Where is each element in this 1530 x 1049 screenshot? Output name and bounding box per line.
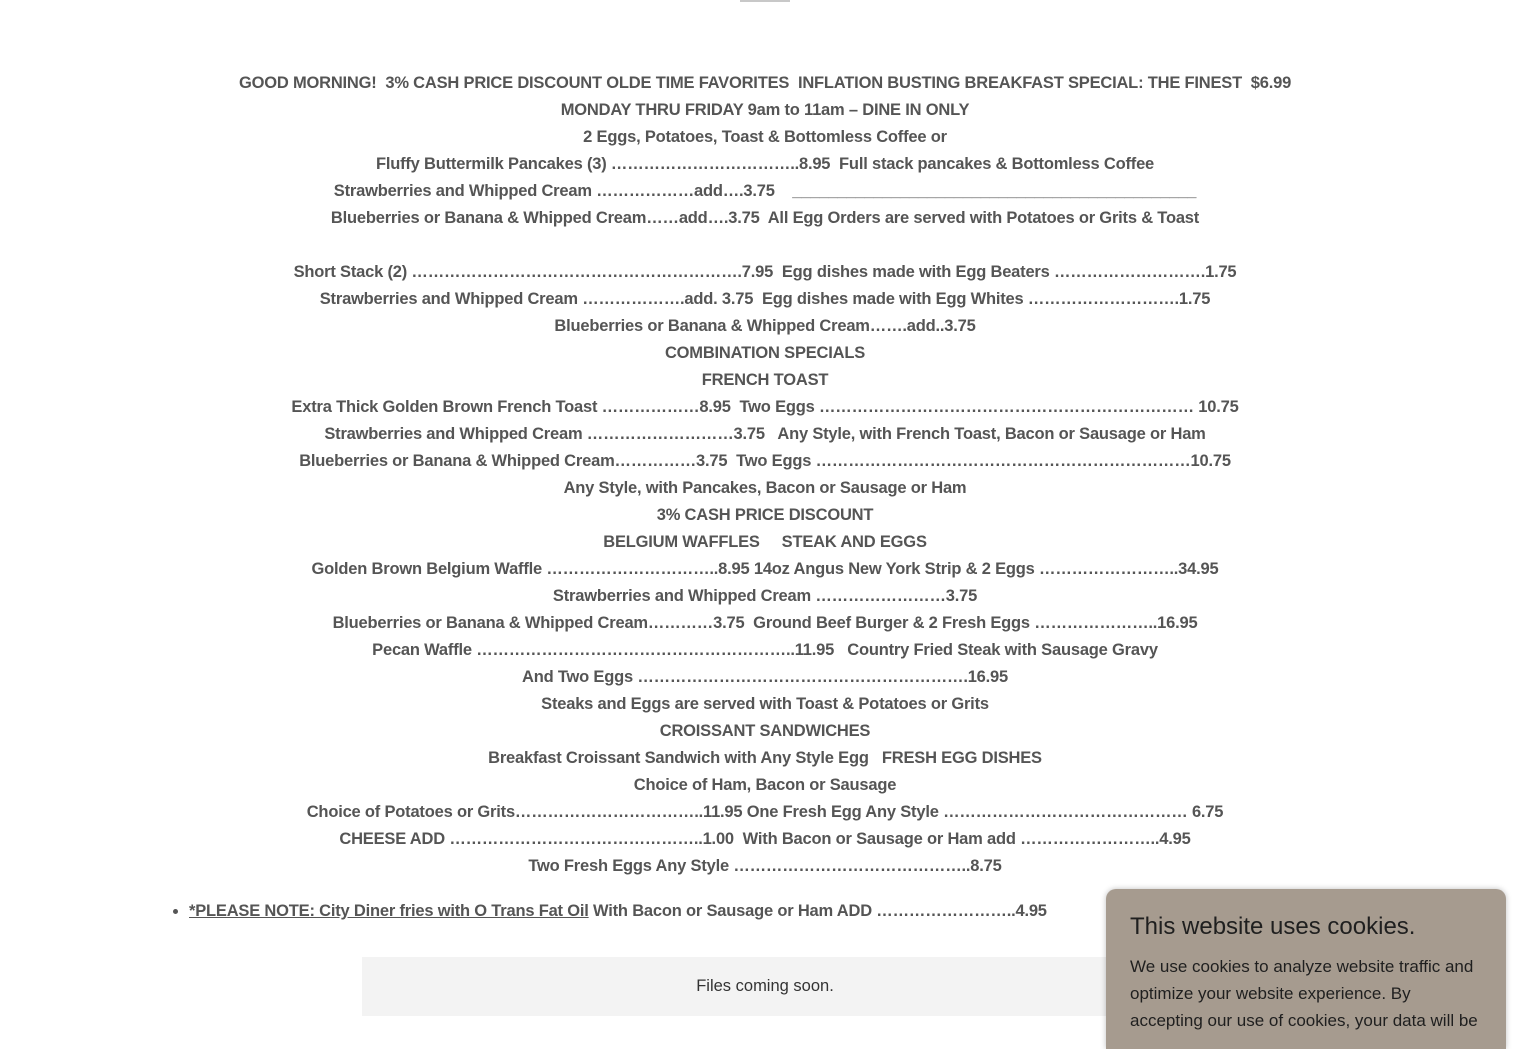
menu-line: Strawberries and Whipped Cream ………………………3.75 Any Style, with French Toast, Bacon or Sausage or Ham: [324, 425, 1206, 443]
section-heading-french-toast: FRENCH TOAST: [701, 371, 829, 389]
menu-line: Pecan Waffle …………………………………………………..11.95 Country Fried Steak with Sausage Gravy: [372, 641, 1158, 659]
menu-line: And Two Eggs …………………………………………………….16.95: [521, 668, 1008, 686]
menu-line: Strawberries and Whipped Cream ……………….add. 3.75 Egg dishes made with Egg Whites ……………………….1.75: [319, 290, 1211, 308]
cookie-banner: [1106, 889, 1506, 1049]
menu-line: Short Stack (2) …………………………………………………….7.95 Egg dishes made with Egg Beaters ……………………….1.75: [293, 263, 1237, 281]
menu-line: MONDAY THRU FRIDAY 9am to 11am – DINE IN ONLY: [560, 101, 970, 119]
menu-line: Choice of Potatoes or Grits……………………………..11.95 One Fresh Egg Any Style ……………………………………… 6.75: [306, 803, 1224, 821]
trans-fat-note-link[interactable]: *PLEASE NOTE: City Diner fries with O Trans Fat Oil: [189, 902, 589, 920]
menu-line: Blueberries or Banana & Whipped Cream…….add..3.75: [554, 317, 976, 335]
menu-line: Blueberries or Banana & Whipped Cream……add….3.75 All Egg Orders are served with Potatoes or Grits & Toast: [330, 209, 1200, 227]
menu-line: Steaks and Eggs are served with Toast & Potatoes or Grits: [541, 695, 989, 713]
menu-line: Fluffy Buttermilk Pancakes (3) ……………………………..8.95 Full stack pancakes & Bottomless Coffee: [375, 155, 1155, 173]
menu-spacer: [0, 232, 1530, 259]
note-rest-text: With Bacon or Sausage or Ham ADD ……………………..4.95: [588, 902, 1047, 920]
section-heading-croissant: CROISSANT SANDWICHES: [659, 722, 871, 740]
menu-line: Strawberries and Whipped Cream ………………add….3.75 _____________________________________________: [333, 182, 1197, 200]
menu-line: Golden Brown Belgium Waffle …………………………..8.95 14oz Angus New York Strip & 2 Eggs ……………………..34.95: [311, 560, 1219, 578]
menu-line: 3% CASH PRICE DISCOUNT: [656, 506, 874, 524]
menu-line: Strawberries and Whipped Cream ……………………3.75: [552, 587, 978, 605]
files-placeholder: [362, 957, 1168, 1016]
menu-line: Choice of Ham, Bacon or Sausage: [633, 776, 897, 794]
menu-line: Two Fresh Eggs Any Style ……………………………………..8.75: [528, 857, 1002, 875]
note-list-item: [189, 898, 1047, 925]
section-heading-combination: COMBINATION SPECIALS: [664, 344, 866, 362]
breakfast-menu: [0, 70, 1530, 880]
section-heading-waffles-steak: BELGIUM WAFFLES STEAK AND EGGS: [603, 533, 927, 551]
menu-line: Any Style, with Pancakes, Bacon or Sausage or Ham: [563, 479, 967, 497]
files-placeholder-text: Files coming soon.: [696, 977, 834, 995]
menu-line: 2 Eggs, Potatoes, Toast & Bottomless Coffee or: [583, 128, 947, 146]
menu-line: CHEESE ADD ………………………………………..1.00 With Bacon or Sausage or Ham add ……………………..4.95: [339, 830, 1191, 848]
menu-line: Blueberries or Banana & Whipped Cream……………3.75 Two Eggs ……………………………………………………………10.75: [299, 452, 1231, 470]
menu-line: Extra Thick Golden Brown French Toast ………………8.95 Two Eggs …………………………………………………………… 10.75: [291, 398, 1239, 416]
menu-line: GOOD MORNING! 3% CASH PRICE DISCOUNT OLDE TIME FAVORITES INFLATION BUSTING BREAKFAST SPECIAL: THE FINEST $6.99: [238, 74, 1292, 92]
cookie-banner-title: This website uses cookies.: [1130, 913, 1416, 940]
menu-line: Blueberries or Banana & Whipped Cream…………3.75 Ground Beef Burger & 2 Fresh Eggs …………………..16.95: [332, 614, 1198, 632]
note-list: [160, 898, 1047, 925]
menu-line: Breakfast Croissant Sandwich with Any Style Egg FRESH EGG DISHES: [488, 749, 1042, 767]
top-divider: [740, 0, 790, 2]
cookie-banner-body: We use cookies to analyze website traffic and optimize your website experience. By accepting our use of cookies, your data will be: [1130, 957, 1478, 1030]
